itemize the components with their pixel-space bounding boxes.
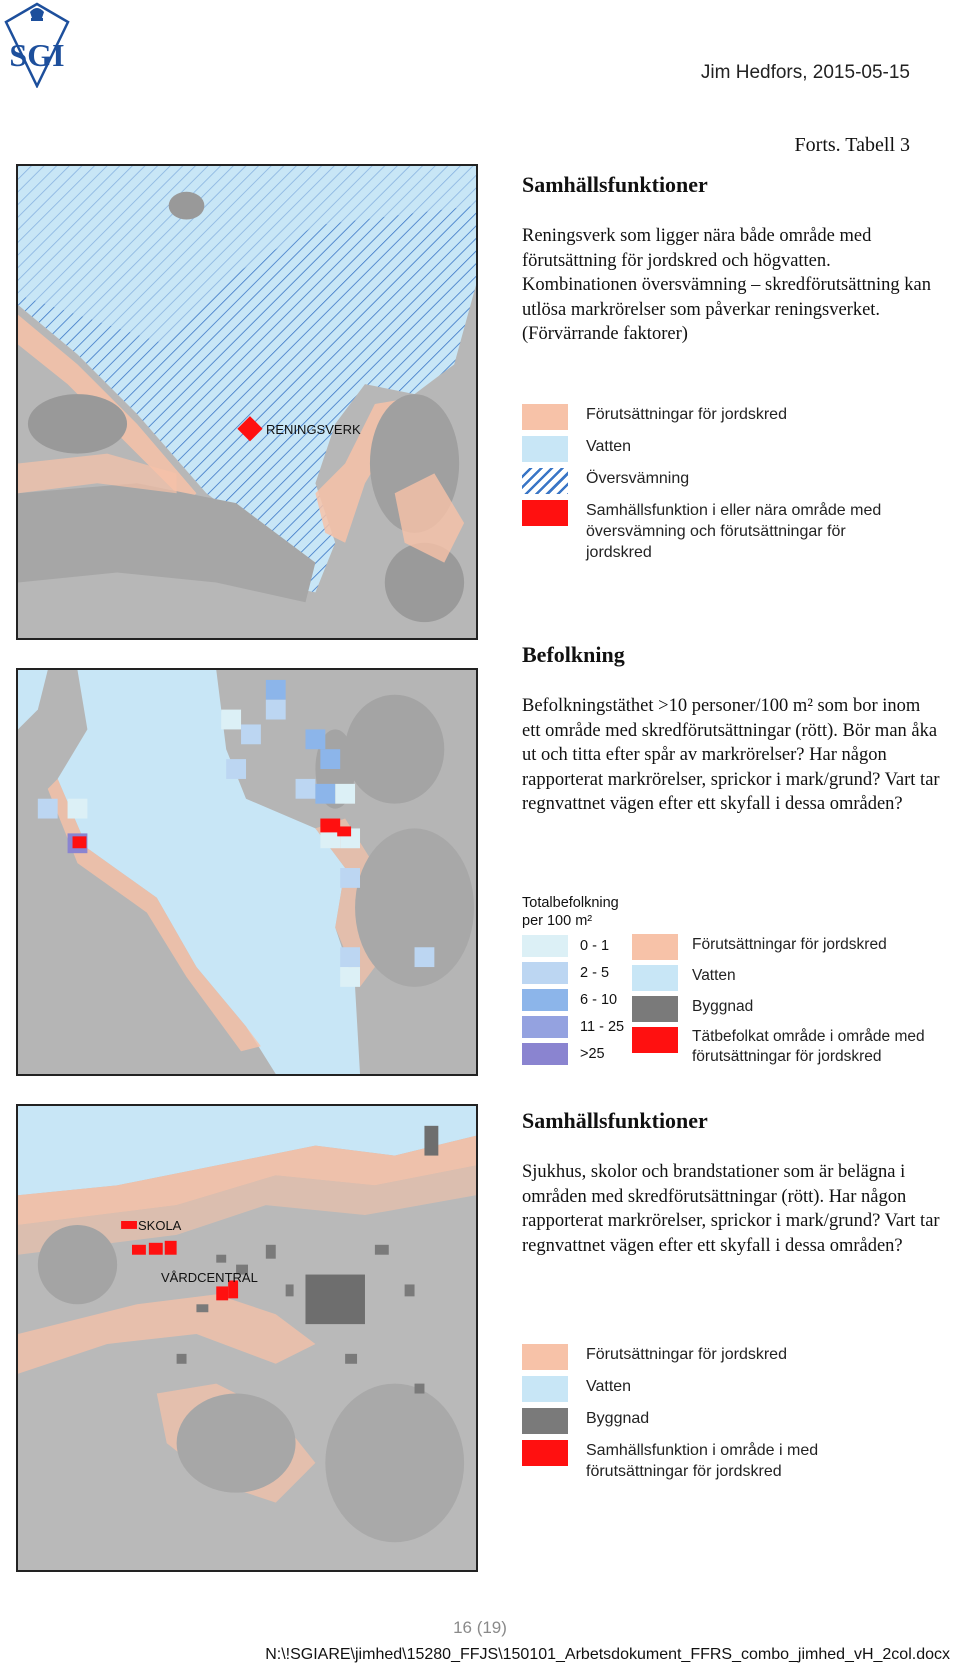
- skola-label: SKOLA: [138, 1218, 182, 1233]
- legend-swatch-water: [522, 1376, 568, 1402]
- legend-swatch-slide: [522, 404, 568, 430]
- population-legend-title: Totalbefolkning per 100 m²: [522, 895, 619, 929]
- section-heading: Samhällsfunktioner: [522, 1108, 708, 1133]
- pop-swatch: [522, 989, 568, 1011]
- legend-swatch-highlight: [522, 1440, 568, 1466]
- section-body: Sjukhus, skolor och brandstationer som är belägna i områden med skredförutsättningar (rött). Har någon rapporterat markrörelser, sprickor i mark/grund? Vart tar regnvattnet vägen efter ett skyfall i dessa områden?: [522, 1162, 940, 1256]
- section-befolkning: [522, 642, 942, 817]
- legend-swatch-flood: [522, 468, 568, 494]
- section-samhallsfunktioner-2: [522, 1108, 942, 1258]
- file-path: N:\!SGIARE\jimhed\15280_FFJS\150101_Arbetsdokument_FFRS_combo_jimhed_vH_2col.docx: [265, 1646, 950, 1663]
- legend-swatch-water: [632, 965, 678, 991]
- legend-swatch-building: [632, 996, 678, 1022]
- pop-swatch: [522, 962, 568, 984]
- legend-swatch-water: [522, 436, 568, 462]
- table-reference: Forts. Tabell 3: [794, 134, 910, 156]
- pop-swatch: [522, 1016, 568, 1038]
- legend-swatch-highlight: [632, 1027, 678, 1053]
- reningsverk-label: RENINGSVERK: [266, 422, 361, 437]
- author-date: Jim Hedfors, 2015-05-15: [700, 62, 910, 83]
- section-body: Befolkningstäthet >10 personer/100 m² som bor inom ett område med skredförutsättningar (rött). Bör man åka ut och titta efter spår av markrörelser? Har någon rapporterat markrörelser, sprickor i mark/grund? Vart tar regnvattnet vägen efter ett skyfall i dessa områden?: [522, 696, 940, 814]
- section-heading: Samhällsfunktioner: [522, 172, 708, 197]
- legend-swatch-slide: [632, 934, 678, 960]
- map-samhallsfunktioner: [16, 1104, 478, 1572]
- section-reningsverk: [522, 172, 942, 347]
- legend-swatch-building: [522, 1408, 568, 1434]
- map-befolkning: [16, 668, 478, 1076]
- map-reningsverk: [16, 164, 478, 640]
- section-heading: Befolkning: [522, 642, 625, 667]
- page-number: 16 (19): [453, 1618, 507, 1637]
- pop-swatch: [522, 1043, 568, 1065]
- legend-swatch-slide: [522, 1344, 568, 1370]
- vardcentral-label: VÅRDCENTRAL: [161, 1270, 258, 1285]
- logo-text: SGI: [9, 37, 65, 73]
- sgi-logo: [2, 2, 72, 88]
- pop-swatch: [522, 935, 568, 957]
- section-body: Reningsverk som ligger nära både område med förutsättning för jordskred och högvatten. Kombinationen översvämning – skredförutsättning kan utlösa markrörelser som påverkar reningsverket. (Förvärrande faktorer): [522, 226, 931, 344]
- legend-swatch-highlight: [522, 500, 568, 526]
